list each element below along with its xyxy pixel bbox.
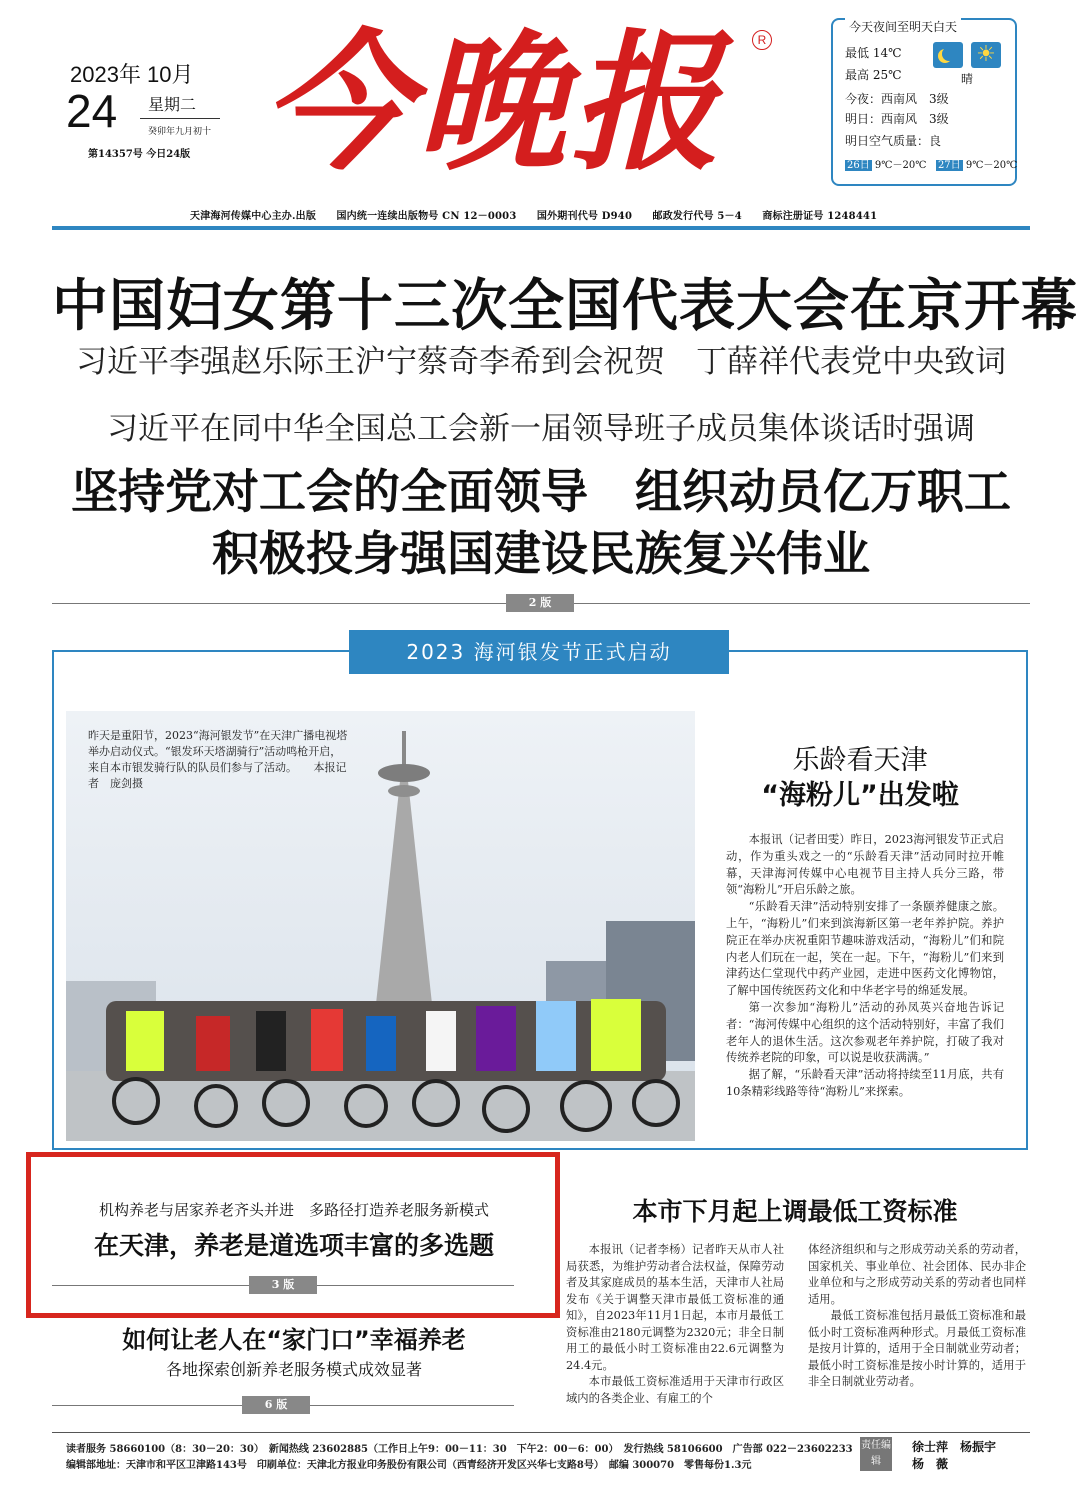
feature-article-body bbox=[726, 832, 1004, 1101]
moon-icon bbox=[933, 42, 963, 68]
page-tag-6[interactable]: 6 版 bbox=[242, 1396, 310, 1414]
paragraph: 第一次参加“海粉儿”活动的孙凤英兴奋地告诉记者：“海河传媒中心组织的这个活动特别好，丰富了我们老年人的退休生活。这次参观老年养护院，打破了我对传统养老院的印象，可以说是收获满满。” bbox=[726, 1000, 1004, 1065]
date-day: 24 bbox=[66, 85, 118, 137]
promo2-subhead: 各地探索创新养老服务模式成效显著 bbox=[165, 1360, 422, 1379]
air-quality: 明日空气质量：良 bbox=[845, 134, 942, 148]
wage-headline: 本市下月起上调最低工资标准 bbox=[632, 1197, 958, 1226]
wind-today: 今夜：西南风 3级 bbox=[845, 92, 949, 106]
footer-rule bbox=[52, 1432, 1030, 1433]
registered-mark-icon: R bbox=[752, 30, 772, 50]
lead-subhead: 习近平李强赵乐际王沪宁蔡奇李希到会祝贺 丁薛祥代表党中央致词 bbox=[76, 344, 1006, 380]
date-divider bbox=[140, 118, 220, 119]
feature-banner: 2023 海河银发节正式启动 bbox=[349, 630, 729, 674]
page-tag-3[interactable]: 3 版 bbox=[249, 1276, 317, 1294]
editors-line2: 杨 薇 bbox=[912, 1457, 949, 1471]
second-headline-line2: 积极投身强国建设民族复兴伟业 bbox=[212, 527, 870, 582]
paragraph: 本报讯（记者李杨）记者昨天从市人社局获悉，为维护劳动者合法权益，保障劳动者及其家庭成员的基本生活，天津市人社局发布《关于调整天津市最低工资标准的通知》，自2023年11月1日起，本市月最低工资标准由2180元调整为2320元；非全日制用工的最低小时工资标准由22.6元调整为24.4元。 bbox=[566, 1243, 784, 1372]
editors-line1: 徐士萍 杨振宇 bbox=[912, 1440, 997, 1454]
lunar-date: 癸卯年九月初十 bbox=[148, 127, 212, 137]
forecast-day: 26日 bbox=[847, 160, 870, 171]
issue-number: 第14357号 今日24版 bbox=[88, 149, 191, 160]
paragraph: 据了解，“乐龄看天津”活动将持续至11月底，共有10条精彩线路等待“海粉儿”来探索。 bbox=[726, 1068, 1004, 1098]
paragraph: 体经济组织和与之形成劳动关系的劳动者，国家机关、事业单位、社会团体、民办非企业单位和与之形成劳动关系的劳动者也同样适用。 bbox=[808, 1243, 1026, 1306]
forecast-range: 9℃－20℃ bbox=[965, 160, 1018, 171]
feature-article-title1: 乐龄看天津 bbox=[792, 745, 928, 776]
publisher-line: 天津海河传媒中心主办.出版 国内统一连续出版物号 CN 12－0003 国外期刊代号 D940 邮政发行代号 5－4 商标注册证号 1248441 bbox=[190, 211, 878, 222]
second-headline-line1: 坚持党对工会的全面领导 组织动员亿万职工 bbox=[71, 465, 1011, 520]
weather-high: 最高 25℃ bbox=[845, 68, 902, 82]
wage-column-2 bbox=[808, 1242, 1026, 1391]
sun-icon: ☀ bbox=[971, 42, 1001, 68]
weather-low: 最低 14℃ bbox=[845, 46, 902, 60]
wage-column-1 bbox=[566, 1242, 784, 1407]
wind-tomorrow: 明日：西南风 3级 bbox=[845, 112, 949, 126]
forecast-range: 9℃－20℃ bbox=[874, 160, 927, 171]
paragraph: “乐龄看天津”活动特别安排了一条颐养健康之旅。上午，“海粉儿”们来到滨海新区第一老年养护院。养护院正在举办庆祝重阳节趣味游戏活动，“海粉儿”们和院内老人们玩在一起，笑在一起。下午，“海粉儿”们来到津药达仁堂现代中药产业园，走进中医药文化博物馆，了解中国传统医药文化和中华老字号的绵延发展。 bbox=[726, 900, 1004, 998]
paragraph: 本市最低工资标准适用于天津市行政区域内的各类企业、有雇工的个 bbox=[566, 1375, 784, 1405]
footer-address: 编辑部地址：天津市和平区卫津路143号 印刷单位：天津北方报业印务股份有限公司（西青经济开发区兴华七支路8号） 邮编 300070 零售每份1.3元 bbox=[66, 1460, 752, 1471]
date-weekday: 星期二 bbox=[148, 95, 197, 114]
paragraph: 最低工资标准包括月最低工资标准和最低小时工资标准两种形式。月最低工资标准是按月计算的，适用于全日制就业劳动者；最低小时工资标准是按小时计算的，适用于非全日制就业劳动者。 bbox=[808, 1309, 1026, 1388]
masthead-rule bbox=[52, 226, 1030, 230]
date-year-month: 2023年 10月 bbox=[70, 62, 194, 87]
weather-header: 今天夜间至明天白天 bbox=[845, 18, 961, 35]
lead-headline: 中国妇女第十三次全国代表大会在京开幕 bbox=[52, 274, 1078, 339]
editor-label: 责任编辑 bbox=[860, 1437, 892, 1471]
second-kicker: 习近平在同中华全国总工会新一届领导班子成员集体谈话时强调 bbox=[107, 411, 975, 447]
weather-condition: 晴 bbox=[961, 72, 974, 86]
promo2-headline[interactable]: 如何让老人在“家门口”幸福养老 bbox=[122, 1326, 466, 1354]
promo-kicker: 机构养老与居家养老齐头并进 多路径打造养老服务新模式 bbox=[98, 1201, 489, 1219]
feature-article-title2: “海粉儿”出发啦 bbox=[761, 780, 959, 811]
paragraph: 本报讯（记者田雯）昨日，2023海河银发节正式启动，作为重头戏之一的“乐龄看天津”活动同时拉开帷幕，天津海河传媒中心电视节目主持人兵分三路，带领“海粉儿”开启乐龄之旅。 bbox=[726, 833, 1004, 897]
weather-box bbox=[831, 18, 1017, 186]
footer-contact: 读者服务 58660100（8：30－20：30） 新闻热线 23602885（工作日上午9：00－11：30 下午2：00－6：00） 发行热线 58106600 广告部 022－23602233 bbox=[66, 1444, 853, 1455]
newspaper-logo: 今晚报 bbox=[262, 18, 725, 188]
page-tag-2[interactable]: 2 版 bbox=[506, 594, 574, 612]
forecast-row bbox=[845, 156, 1017, 171]
forecast-day: 27日 bbox=[937, 160, 961, 171]
promo-headline[interactable]: 在天津，养老是道选项丰富的多选题 bbox=[93, 1231, 494, 1260]
photo-caption: 昨天是重阳节，2023“海河银发节”在天津广播电视塔举办启动仪式。“银发环天塔湖骑行”活动鸣枪开启，来自本市银发骑行队的队员们参与了活动。 本报记者 庞剑摄 bbox=[88, 729, 348, 790]
